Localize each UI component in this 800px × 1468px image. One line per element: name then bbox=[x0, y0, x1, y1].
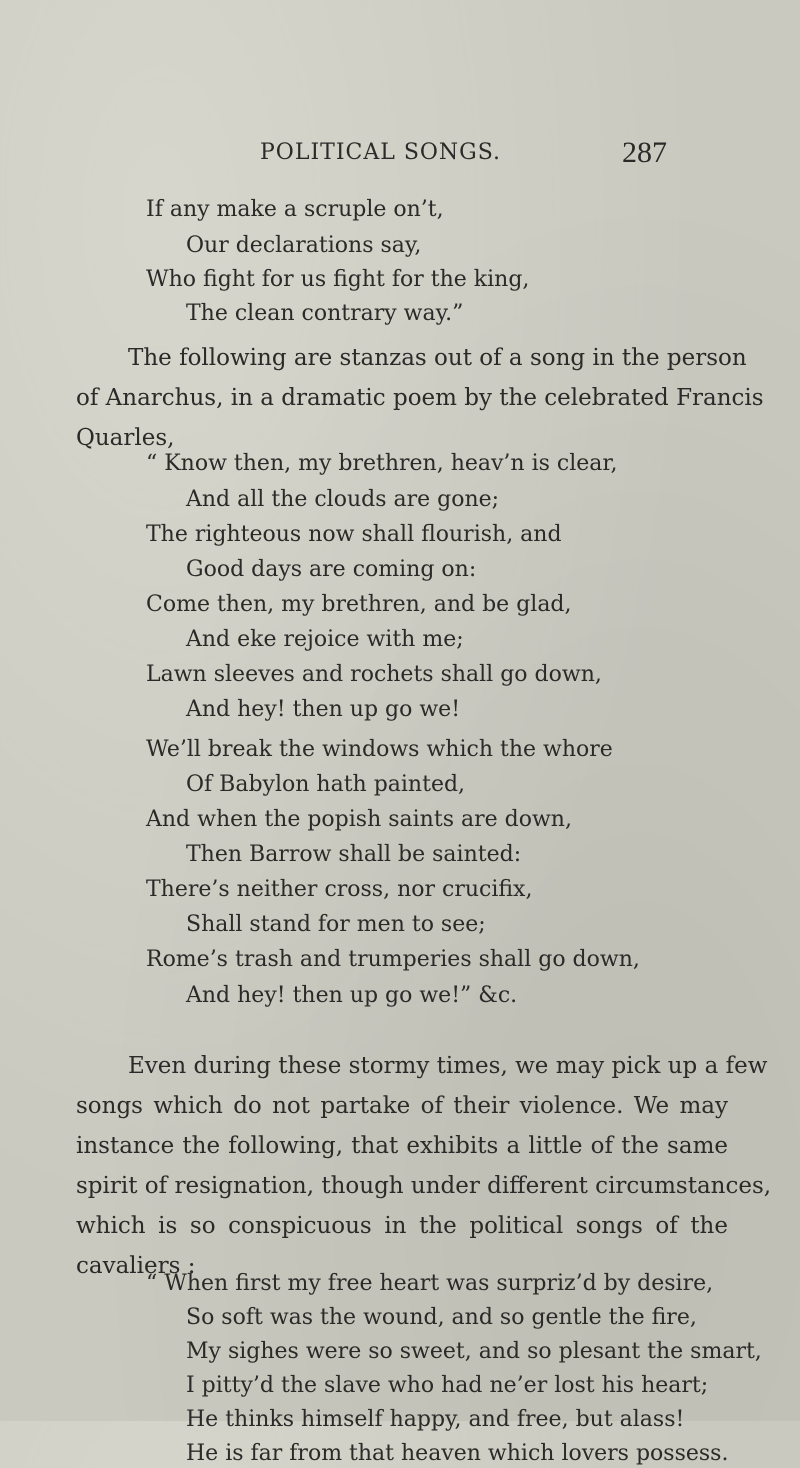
verse-line: And eke rejoice with me; bbox=[186, 627, 464, 652]
prose-line: Quarles, bbox=[76, 425, 175, 451]
verse-line: “ Know then, my brethren, heav’n is clear, bbox=[146, 451, 618, 476]
verse-line: The clean contrary way.” bbox=[186, 301, 464, 326]
verse-line: Our declarations say, bbox=[186, 233, 422, 258]
verse-line: Come then, my brethren, and be glad, bbox=[146, 592, 572, 617]
prose-line: of Anarchus, in a dramatic poem by the celebrated Francis bbox=[76, 385, 764, 411]
prose-paragraph bbox=[76, 1046, 772, 1286]
verse-line: My sighes were so sweet, and so plesant the smart, bbox=[186, 1339, 762, 1364]
verse-line: He thinks himself happy, and free, but alass! bbox=[186, 1407, 685, 1432]
prose-line: Even during these stormy times, we may pick up a few bbox=[128, 1053, 768, 1079]
verse-line: If any make a scruple on’t, bbox=[146, 197, 444, 222]
verse-line: “ When first my free heart was surpriz’d by desire, bbox=[146, 1271, 714, 1296]
verse-line: We’ll break the windows which the whore bbox=[146, 737, 613, 762]
verse-line: Good days are coming on: bbox=[186, 557, 477, 582]
verse-line: Who fight for us fight for the king, bbox=[146, 267, 530, 292]
verse-line: Shall stand for men to see; bbox=[186, 912, 486, 937]
verse-line: Lawn sleeves and rochets shall go down, bbox=[146, 662, 602, 687]
running-title: POLITICAL SONGS. bbox=[260, 140, 502, 165]
prose-line: The following are stanzas out of a song in the person bbox=[128, 345, 747, 371]
verse-line: He is far from that heaven which lovers possess. bbox=[186, 1441, 729, 1466]
prose-line: instance the following, that exhibits a little of the same bbox=[76, 1133, 728, 1159]
verse-line: There’s neither cross, nor crucifix, bbox=[146, 877, 533, 902]
page-number: 287 bbox=[622, 136, 667, 169]
verse-line: And when the popish saints are down, bbox=[146, 807, 572, 832]
verse-line: And all the clouds are gone; bbox=[186, 487, 500, 512]
prose-line: which is so conspicuous in the political songs of the bbox=[76, 1213, 728, 1239]
verse-line: The righteous now shall flourish, and bbox=[146, 522, 562, 547]
prose-line: cavaliers : bbox=[76, 1253, 196, 1279]
verse-line: Of Babylon hath painted, bbox=[186, 772, 466, 797]
verse-line: Then Barrow shall be sainted: bbox=[186, 842, 522, 867]
verse-line: And hey! then up go we! bbox=[186, 697, 461, 722]
prose-line: songs which do not partake of their violence. We may bbox=[76, 1093, 728, 1119]
prose-line: spirit of resignation, though under different circumstances, bbox=[76, 1173, 772, 1199]
verse-line: So soft was the wound, and so gentle the fire, bbox=[186, 1305, 697, 1330]
verse-line: And hey! then up go we!” &c. bbox=[186, 983, 518, 1008]
prose-paragraph bbox=[76, 338, 764, 458]
verse-line: I pitty’d the slave who had ne’er lost his heart; bbox=[186, 1373, 709, 1398]
verse-line: Rome’s trash and trumperies shall go down, bbox=[146, 947, 640, 972]
